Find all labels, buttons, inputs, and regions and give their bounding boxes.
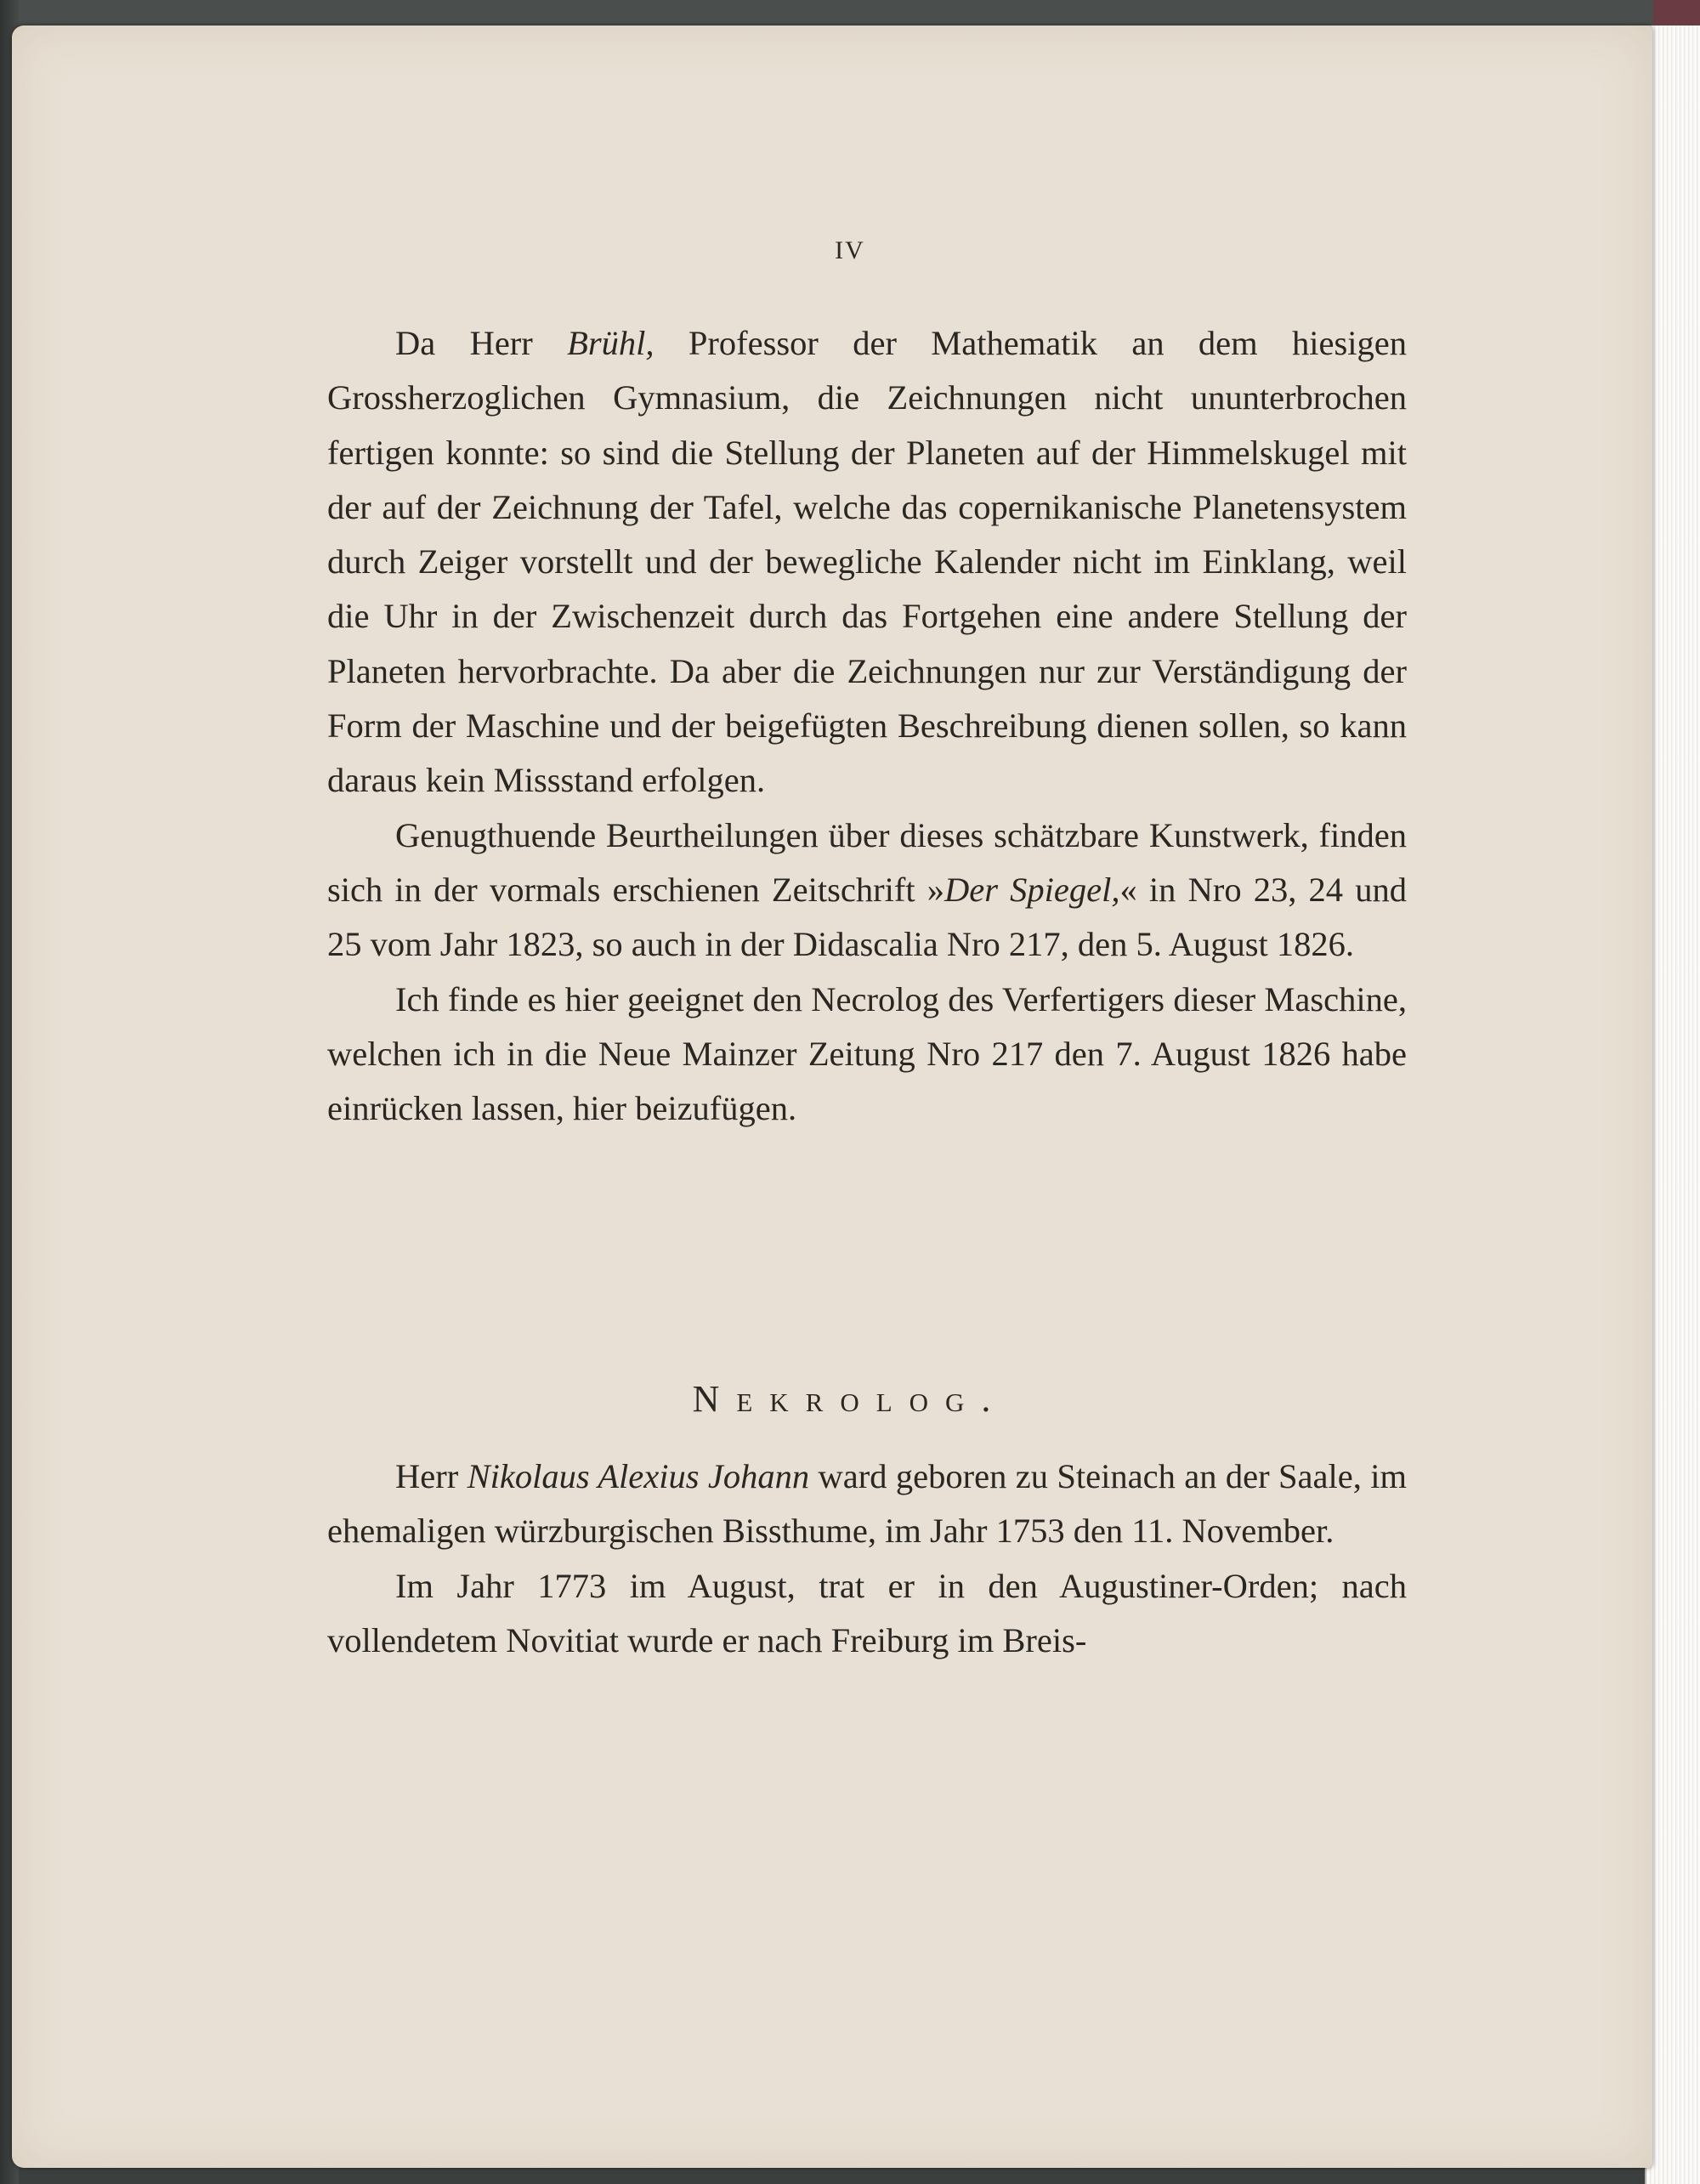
paragraph-text: Da Herr (395, 324, 568, 362)
paragraph-text: Ich finde es hier geeignet den Necrolog des Verfertigers dieser Maschine, welchen ich in die Neue Mainzer Zeitung Nro 217 den 7. August 1826 habe einrücken lassen, hier beizufügen. (327, 979, 1407, 1128)
paragraph-text: ward geboren zu Steinach an der Saale, im ehemaligen würzburgischen Bissthume, im Jahr 1753 den 11. November. (327, 1457, 1407, 1551)
paragraph-bruehl (327, 316, 1407, 808)
necrolog-text (327, 1449, 1407, 1668)
paragraph-text: Professor der Mathematik an dem hiesigen Grossherzoglichen Gymnasium, die Zeichnungen nicht ununterbrochen fertigen konnte: so sind die Stellung der Planeten auf der Himmelskugel mit der auf der Zeichnung der Tafel, welche das copernikanische Planetensystem durch Zeiger vorstellt und der bewegliche Kalender nicht im Einklang, weil die Uhr in der Zwischenzeit durch das Fortgehen eine andere Stellung der Planeten hervorbrachte. Da aber die Zeichnungen nur zur Verständigung der Form der Maschine und der beigefügten Beschreibung dienen sollen, so kann daraus kein Missstand erfolgen. (327, 324, 1407, 800)
paragraph-necrolog-intro (327, 973, 1407, 1137)
paragraph-text: Im Jahr 1773 im August, trat er in den Augustiner-Orden; nach vollendetem Novitiat wurde er nach Freiburg im Breis- (327, 1566, 1407, 1659)
person-name: Nikolaus Alexius Johann (467, 1457, 810, 1495)
paragraph-text: « in Nro 23, 24 und 25 vom Jahr 1823, so auch in der Didascalia Nro 217, den 5. August 1826. (327, 870, 1407, 964)
page-stack-edge (1645, 26, 1700, 2184)
paragraph-text: Herr (395, 1457, 468, 1495)
paragraph-text: Genugthuende Beurtheilungen über dieses schätzbare Kunstwerk, finden sich in der vormals erschienen Zeitschrift » (327, 815, 1407, 909)
paragraph-reviews (327, 808, 1407, 973)
paragraph-birth (327, 1449, 1407, 1559)
person-name: Brühl, (567, 324, 654, 362)
section-heading: Nekrolog. (692, 1378, 1008, 1420)
paragraph-order (327, 1559, 1407, 1669)
intro-text (327, 316, 1407, 1136)
page-number: IV (835, 236, 865, 264)
scan-top-border (0, 0, 1700, 26)
journal-title: Der Spiegel, (944, 870, 1120, 909)
